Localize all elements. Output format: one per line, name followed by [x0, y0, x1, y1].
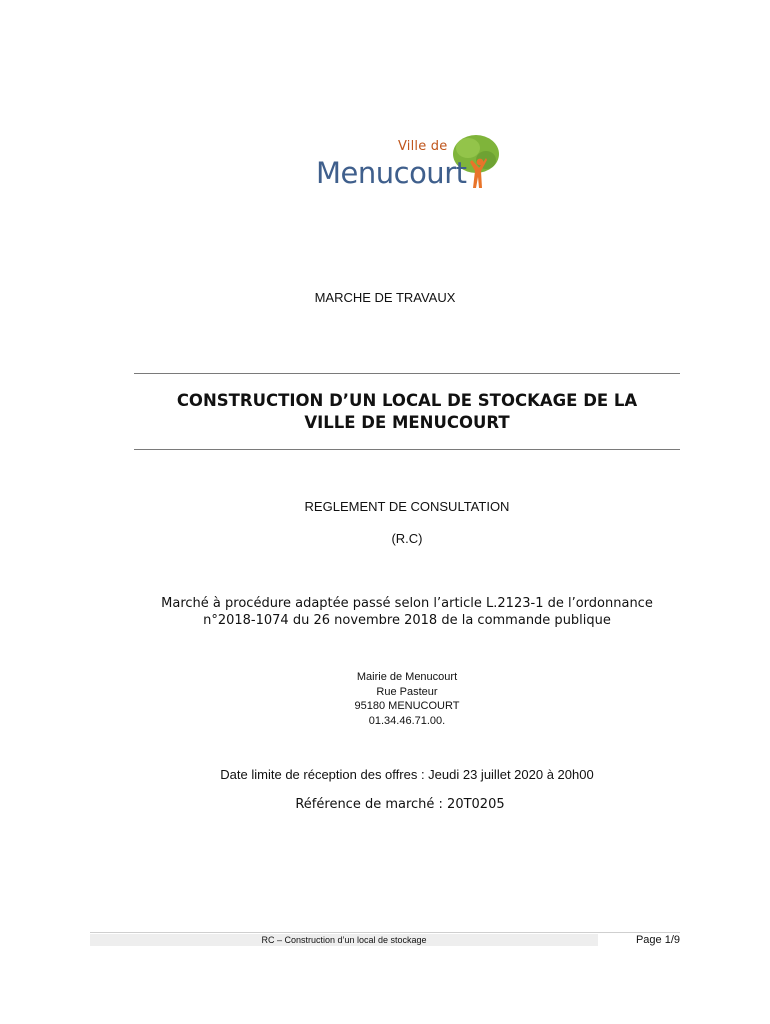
procedure-description	[110, 595, 704, 629]
page-number: Page 1/9	[635, 934, 680, 946]
document-abbr: (R.C)	[391, 531, 423, 546]
title-rule-bottom	[134, 449, 680, 450]
document-name: REGLEMENT DE CONSULTATION	[304, 499, 510, 514]
logo-menucourt: Menucourt	[316, 156, 467, 190]
address-block	[0, 670, 770, 728]
document-title	[134, 390, 680, 434]
title-line-1: CONSTRUCTION D’UN LOCAL DE STOCKAGE DE LA	[176, 391, 638, 410]
address-line-1: Mairie de Menucourt	[356, 671, 458, 683]
address-line-4: 01.34.46.71.00.	[368, 714, 446, 727]
submission-deadline: Date limite de réception des offres : Jeudi 23 juillet 2020 à 20h00	[220, 767, 594, 782]
title-rule-top	[134, 373, 680, 374]
logo-ville-de: Ville de	[398, 139, 448, 154]
menucourt-logo	[314, 134, 504, 196]
title-line-2: VILLE DE MENUCOURT	[304, 413, 510, 432]
address-line-2: Rue Pasteur	[376, 685, 438, 698]
market-reference: Référence de marché : 20T0205	[295, 797, 505, 812]
address-line-3: 95180 MENUCOURT	[354, 700, 460, 712]
footer-title: RC – Construction d’un local de stockage	[261, 935, 427, 945]
footer-rule	[90, 932, 680, 933]
contract-type: MARCHE DE TRAVAUX	[314, 290, 456, 305]
procedure-line-2: n°2018-1074 du 26 novembre 2018 de la commande publique	[203, 613, 611, 628]
procedure-line-1: Marché à procédure adaptée passé selon l’article L.2123-1 de l’ordonnance	[161, 596, 653, 611]
